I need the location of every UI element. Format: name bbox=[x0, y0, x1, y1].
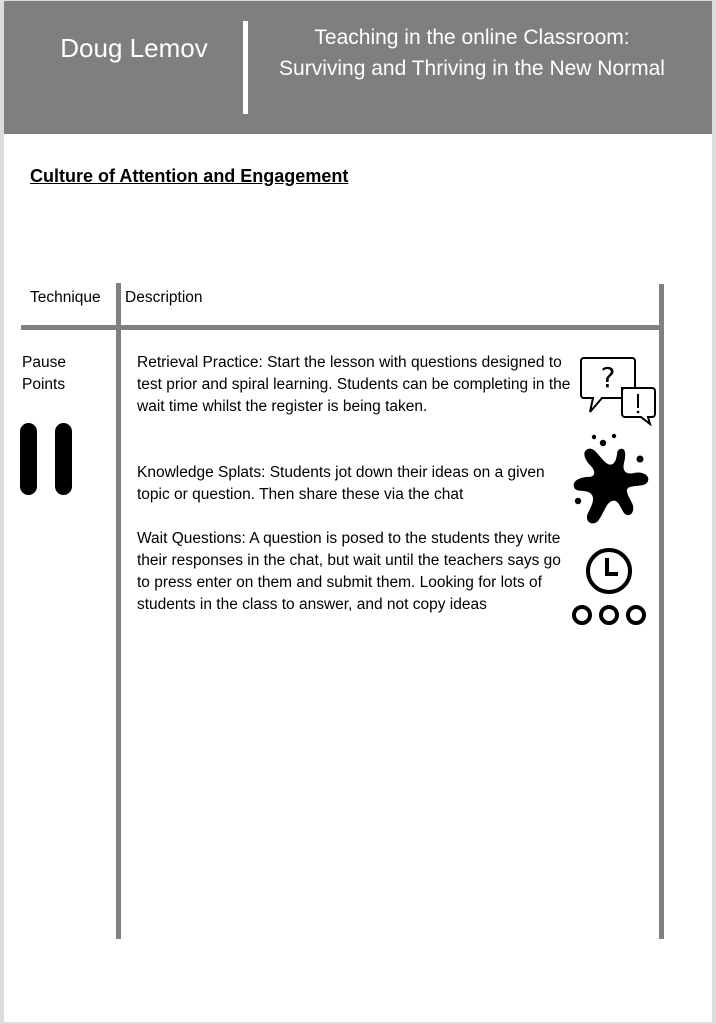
technique-name: Pause Points bbox=[22, 354, 66, 393]
description-knowledge-splats: Knowledge Splats: Students jot down their ideas on a given topic or question. Then share these via the chat bbox=[137, 464, 545, 503]
splat-icon bbox=[570, 431, 654, 527]
header-divider bbox=[243, 21, 248, 114]
table-right-border bbox=[659, 284, 664, 939]
description-wait-questions: Wait Questions: A question is posed to the students they write their responses in the chat, but wait until the teachers says go to press enter on them and submit them. Looking for lots of students in the class to answer, and not copy ideas bbox=[137, 530, 561, 613]
column-header-technique: Technique bbox=[30, 289, 101, 306]
description-retrieval-practice: Retrieval Practice: Start the lesson with questions designed to test prior and spiral learning. Students can be completing in the wait time whilst the register is being taken. bbox=[137, 354, 571, 415]
author-name: Doug Lemov bbox=[60, 33, 208, 63]
clock-wait-icon bbox=[568, 541, 650, 629]
column-header-description: Description bbox=[125, 289, 203, 306]
pause-icon bbox=[18, 421, 74, 497]
svg-text:?: ? bbox=[600, 361, 616, 394]
question-chat-icon bbox=[578, 354, 658, 426]
section-title: Culture of Attention and Engagement bbox=[30, 166, 349, 186]
document-page bbox=[4, 1, 712, 1022]
header-banner bbox=[4, 1, 712, 134]
column-divider bbox=[116, 283, 121, 939]
book-title: Teaching in the online Classroom: Surviving and Thriving in the New Normal bbox=[279, 26, 665, 80]
